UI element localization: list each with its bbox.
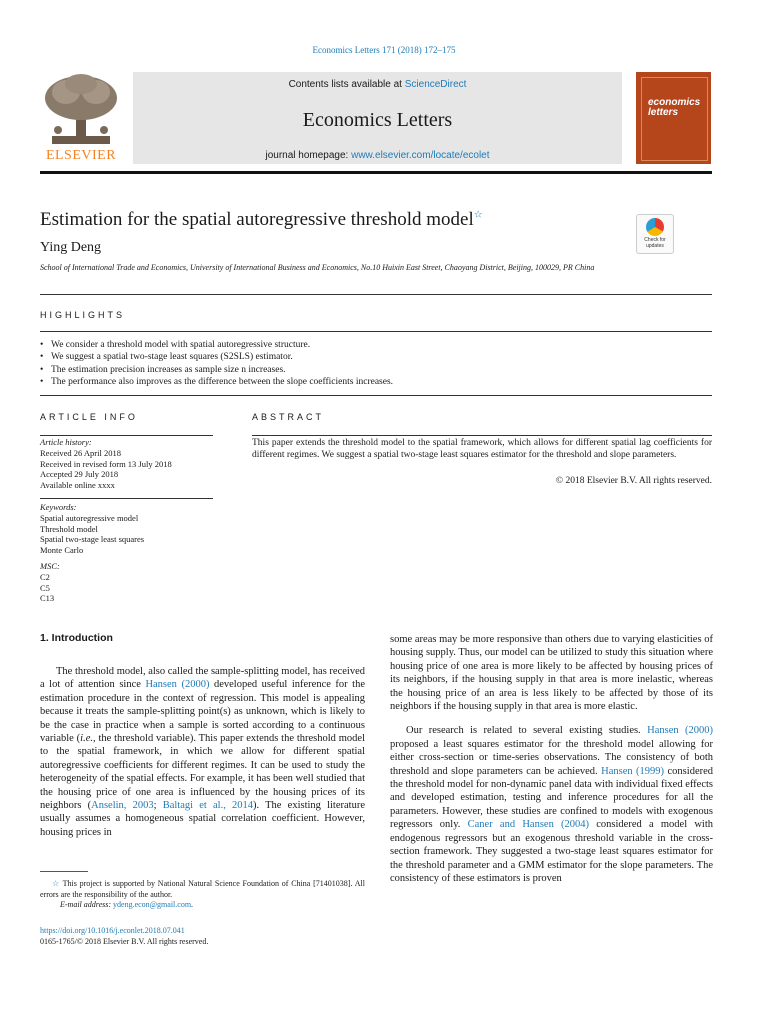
crossmark-icon [646,218,664,236]
intro-p3-part-b: proposed a least squares estimator for the threshold model allowing for either cross-section or time-series observations. The consistency of both threshold and slope parameters can be achieved. [390,738,713,777]
abstract-copyright: © 2018 Elsevier B.V. All rights reserved. [555,476,712,486]
journal-title: Economics Letters [302,109,453,131]
intro-p1-part-b: developed useful inference for the estimation procedure in the context of regression. This model is appealing because it treats the sample-splitting point(s) as unknown, which is likely to be the case in practice when a sample is sorted according to a continuous variable ( [40,679,366,745]
article-title [40,209,483,231]
intro-paragraph-3 [390,724,713,885]
abstract-rule [252,435,712,436]
history-item: Received in revised form 13 July 2018 [40,458,172,469]
highlights-list [40,339,712,388]
history-label: Article history: [40,437,92,447]
highlight-item: • The estimation precision increases as sample size n increases. [40,364,712,376]
keyword-item: Threshold model [40,523,98,534]
abstract-text: This paper extends the threshold model to the spatial framework, which allows for different spatial lag coefficients for different regimes. We suggest a spatial two-stage least squares estimator for the threshold and slope parameters. [252,438,712,461]
keywords-block [40,502,220,556]
intro-p1-separator: ; [153,800,163,812]
issn-copyright: 0165-1765/© 2018 Elsevier B.V. All rights reserved. [40,937,209,946]
journal-homepage [133,150,622,161]
homepage-link[interactable]: www.elsevier.com/locate/ecolet [351,150,490,161]
citation-link-anselin-2003[interactable]: Anselin, 2003 [91,800,154,812]
intro-p1-text [40,665,365,839]
article-info-rule [40,435,213,436]
intro-p1-part-d: ). The existing literature usually assumes a homogeneous spatial correlation coefficient. However, housing prices in [40,800,365,838]
footnote-body: This project is supported by National Natural Science Foundation of China [71401038]. All errors are the responsibility of the author. [40,879,366,899]
citation-link-caner-hansen-2004[interactable]: Caner and Hansen (2004) [467,819,590,831]
footnote-mark: ☆ [52,879,60,888]
sciencedirect-link[interactable]: ScienceDirect [404,79,467,90]
cover-line-2: letters [648,107,679,118]
msc-item: C5 [40,582,50,593]
highlight-item: • We consider a threshold model with spatial autoregressive structure. [40,339,712,351]
email-suffix: . [191,900,194,909]
citation-link-baltagi-2014[interactable]: Baltagi et al., 2014 [162,800,254,812]
msc-block [40,561,220,604]
highlights-bottom-rule [40,331,712,332]
check-for-updates-badge[interactable] [636,214,674,254]
crossmark-label: Check for updates [644,237,666,249]
doi-link[interactable]: https://doi.org/10.1016/j.econlet.2018.07.041 [40,926,185,935]
intro-p3-part-c: considered the threshold model for non-dynamic panel data with individual fixed effects and developed estimation, testing and inference procedures for all the parameters. However, these studies are confined to models with exogenous regressors only. [390,765,714,831]
keyword-item: Spatial autoregressive model [40,512,139,523]
citation-link-hansen-1999[interactable]: Hansen (1999) [601,765,665,777]
article-history [40,437,220,491]
intro-p1-part-c: , the threshold variable). This paper extends the threshold model to the spatial framework, in which we allow for different spatial autoregressive coefficients for different regimes. It can be used to study the heterogeneity of the spatial effects. For example, it has been well studied that the housing price of one area is influenced by the housing prices of its neighbors ( [40,733,366,812]
cover-line-1: economics [648,97,701,108]
history-item: Available online xxxx [40,480,115,491]
elsevier-wordmark: ELSEVIER [45,148,117,163]
journal-cover-thumbnail [636,72,711,164]
title-footnote-mark[interactable]: ☆ [473,209,483,221]
intro-paragraph-2: some areas may be more responsive than others due to varying elasticities of housing supply. Thus, our model can be utilized to study this situation where housing price of one area is more likely to be affected by housing prices of its neighbors, if the housing supply in that area is more inelastic, whereas the housing price of an area is less likely to be affected by those of its neighbors if the housing supply in that area is more elastic. [390,634,713,713]
email-label: E-mail address: [60,900,114,909]
author-name: Ying Deng [40,240,102,255]
history-item: Accepted 29 July 2018 [40,469,119,480]
highlight-item: • We suggest a spatial two-stage least squares (S2SLS) estimator. [40,351,712,363]
keyword-item: Spatial two-stage least squares [40,534,145,545]
msc-item: C13 [40,593,55,604]
abstract-heading: ABSTRACT [252,412,325,422]
intro-p3-part-d: considered a model with endogenous regressors but an exogenous threshold variable in the cross-section framework. They suggested a two-stage least squares estimator for the threshold parameter and a GMM estimator for the slope parameters. The consistency of these estimators is proven [390,819,714,884]
section-heading-introduction: 1. Introduction [40,632,113,644]
intro-p3-part-a: Our research is related to several existing studies. [406,725,648,737]
journal-reference[interactable]: Economics Letters 171 (2018) 172–175 [312,45,456,55]
highlights-end-rule [40,395,712,396]
keywords-label: Keywords: [40,502,77,512]
intro-paragraph-1 [40,665,365,839]
highlight-item: • The performance also improves as the difference between the slope coefficients increases. [40,376,712,388]
header-rule [40,171,712,174]
keywords-rule [40,498,213,499]
article-info-heading: ARTICLE INFO [40,412,138,422]
highlights-top-rule [40,294,712,295]
cover-frame [641,77,708,161]
keyword-item: Monte Carlo [40,545,84,556]
email-link[interactable]: ydeng.econ@gmail.com [113,900,192,909]
contents-prefix: Contents lists available at [288,79,405,90]
author-affiliation: School of International Trade and Economics, University of International Business and Economics, No.10 Huixin East Street, Chaoyang District, Beijing, 100029, PR China [40,263,595,272]
homepage-prefix: journal homepage: [265,150,352,161]
msc-item: C2 [40,571,50,582]
footnote-email [40,900,365,911]
highlights-heading: HIGHLIGHTS [40,310,126,320]
intro-right-column [390,633,713,885]
intro-p1-ie: i.e. [80,733,93,745]
citation-link-hansen-2000[interactable]: Hansen (2000) [647,725,714,737]
contents-availability [133,79,622,90]
intro-p1-part-a: The threshold model, also called the sample-splitting model, has received a lot of attention since [40,666,365,691]
msc-label: MSC: [40,561,60,571]
citation-link-hansen-2000[interactable]: Hansen (2000) [145,679,210,691]
footnote-funding [40,879,365,911]
footnote-rule [40,871,88,872]
footnote-funding-text [40,879,365,900]
article-title-text: Estimation for the spatial autoregressive threshold model [40,209,474,230]
cover-title [648,98,700,118]
history-item: Received 26 April 2018 [40,447,121,458]
